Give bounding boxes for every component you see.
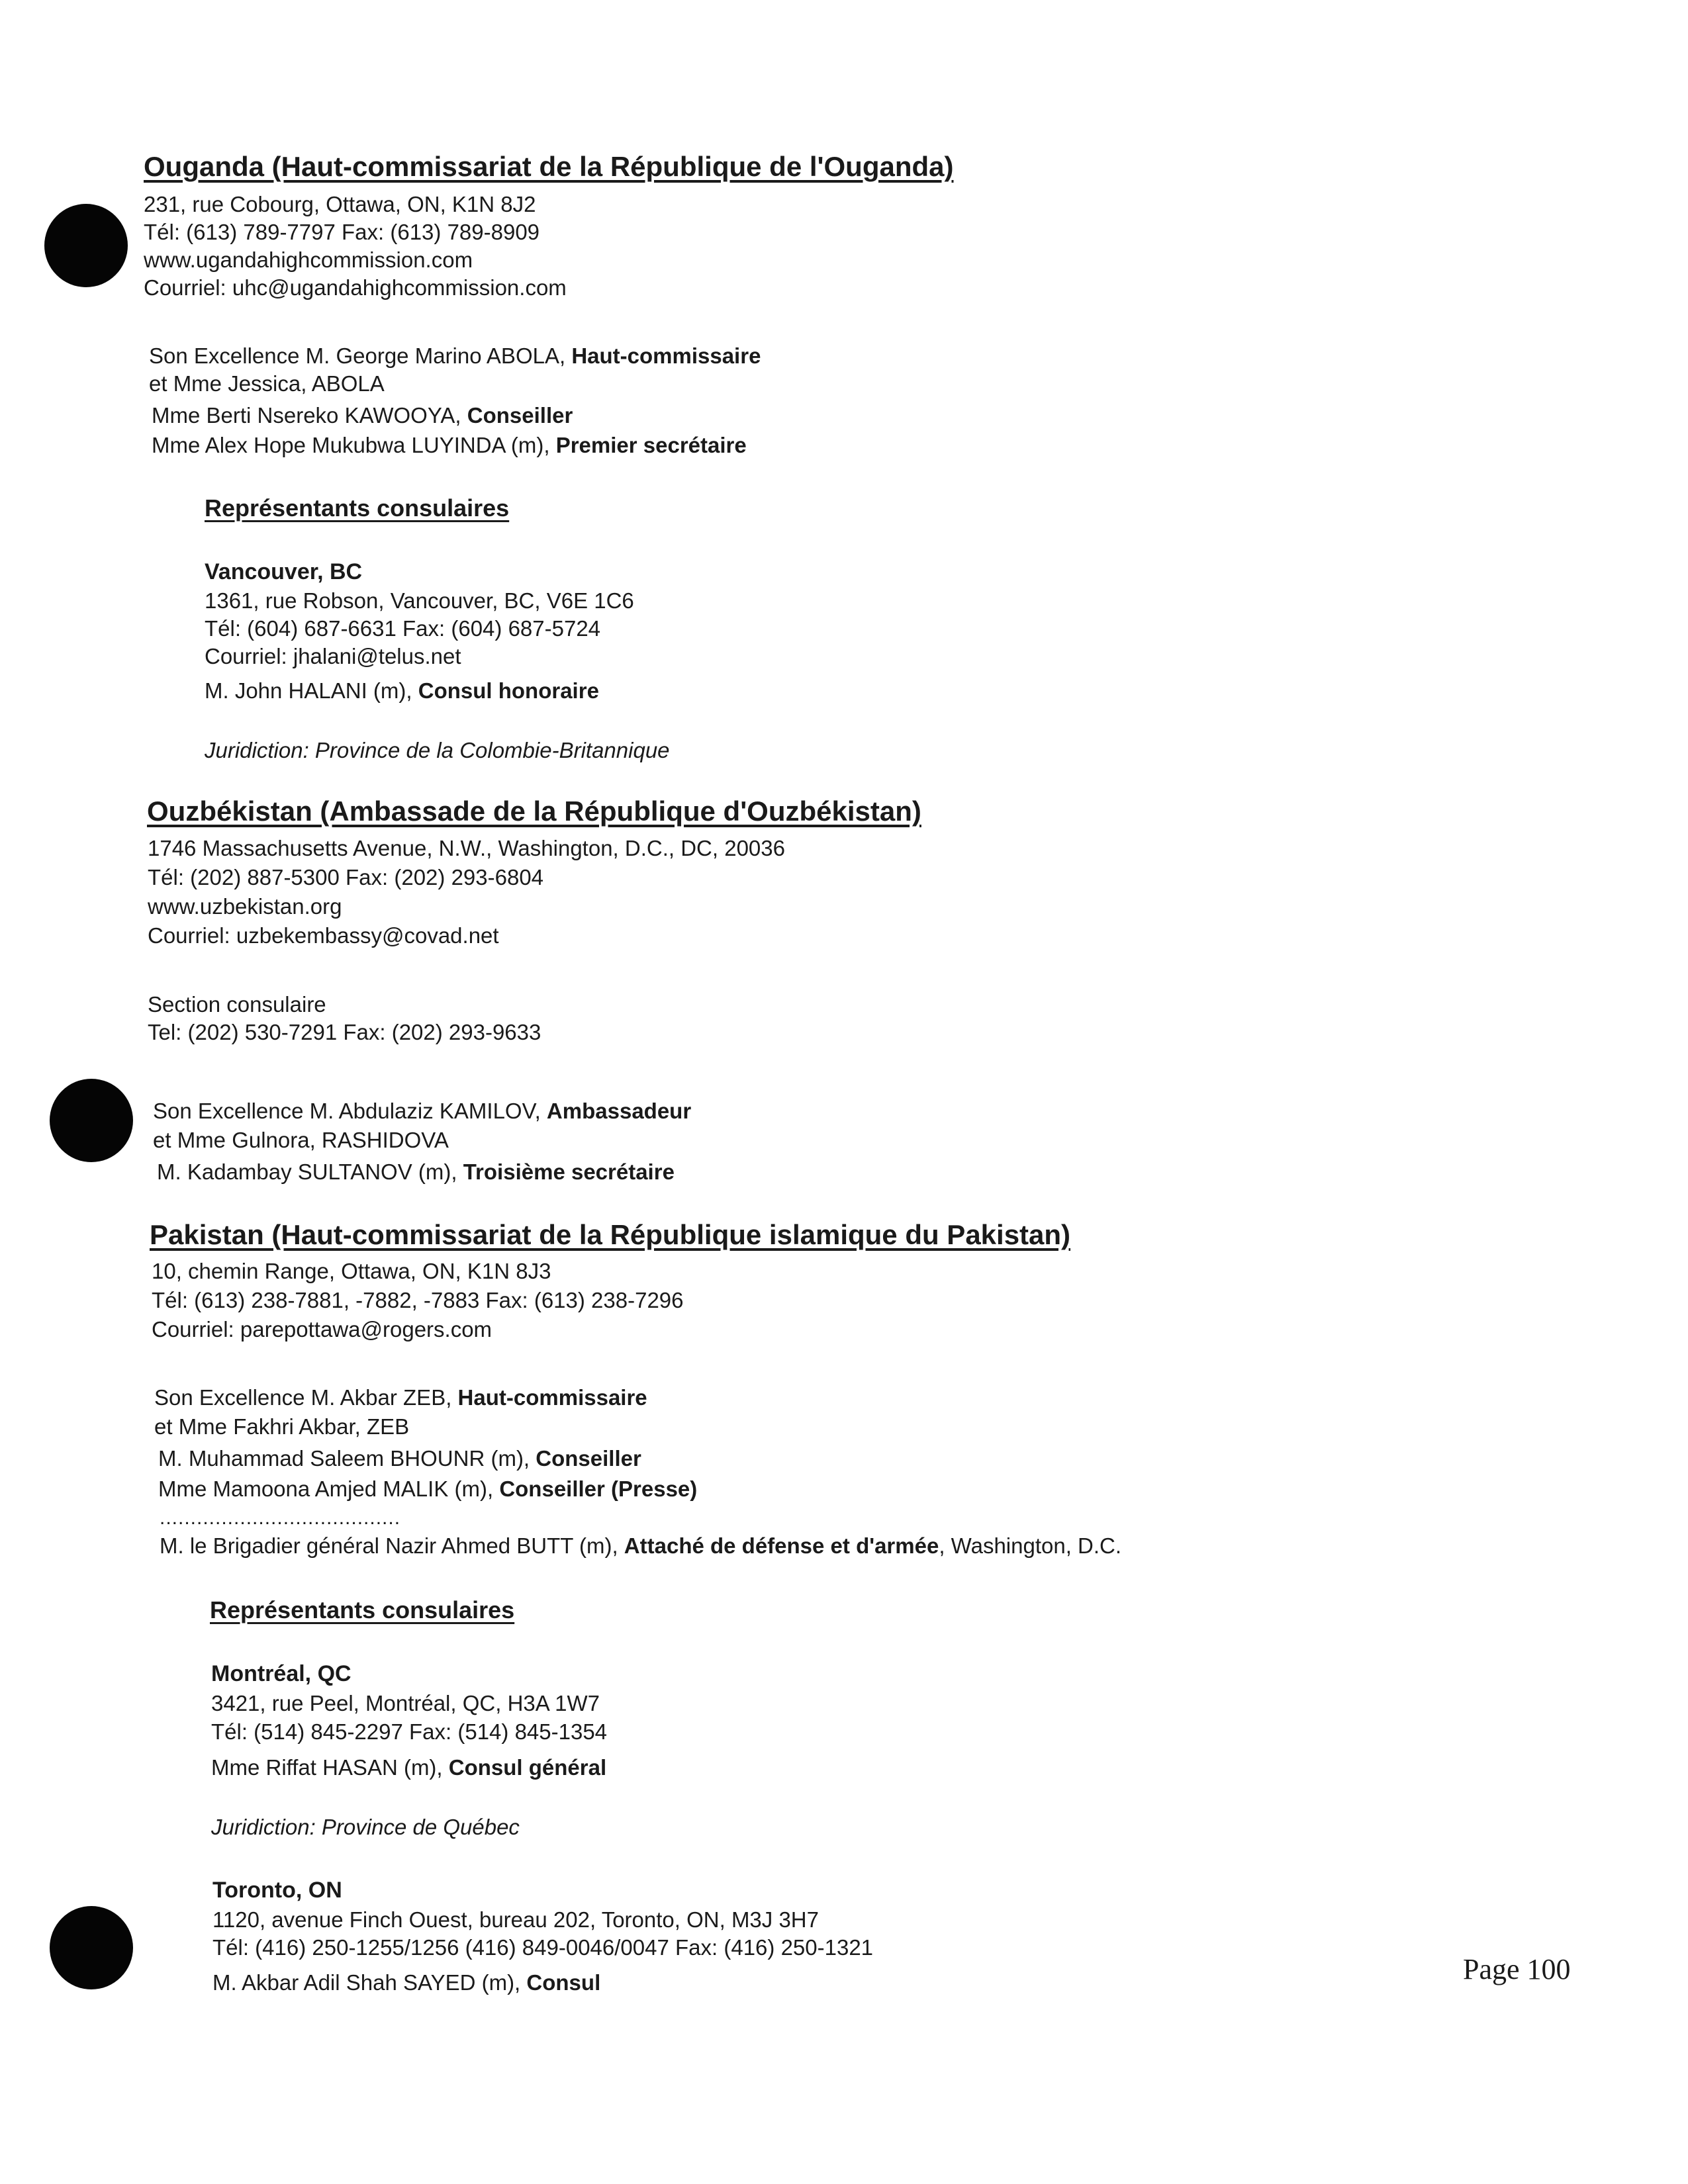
address: 231, rue Cobourg, Ottawa, ON, K1N 8J2 <box>144 192 536 216</box>
staff-name: Mme Mamoona Amjed MALIK (m), <box>158 1477 500 1501</box>
consular-heading: Représentants consulaires <box>205 494 510 522</box>
staff-line <box>149 342 761 370</box>
consulate-phone: Tél: (416) 250-1255/1256 (416) 849-0046/0047 Fax: (416) 250-1321 <box>212 1935 874 1960</box>
consulate-city: Toronto, ON <box>212 1878 342 1903</box>
person-name: M. le Brigadier général Nazir Ahmed BUTT (m), <box>160 1533 624 1558</box>
staff-line <box>149 370 385 398</box>
country-heading-uganda: Ouganda (Haut-commissariat de la République de l'Ouganda) <box>144 151 954 182</box>
staff-line <box>154 1413 409 1441</box>
consulate-person <box>211 1754 606 1782</box>
defense-attache-line <box>160 1532 1121 1560</box>
consulate-phone: Tél: (514) 845-2297 Fax: (514) 845-1354 <box>211 1719 608 1744</box>
consulate-city: Vancouver, BC <box>205 559 363 584</box>
consulate-address: 1120, avenue Finch Ouest, bureau 202, Toronto, ON, M3J 3H7 <box>212 1907 819 1932</box>
staff-line <box>152 432 747 459</box>
consulate-address: 3421, rue Peel, Montréal, QC, H3A 1W7 <box>211 1691 600 1715</box>
punch-hole-middle <box>50 1079 133 1162</box>
dotted-separator: ....................................... <box>160 1507 401 1529</box>
staff-title: Troisième secrétaire <box>463 1160 675 1184</box>
consulate-email[interactable]: Courriel: jhalani@telus.net <box>205 644 461 668</box>
address: 10, chemin Range, Ottawa, ON, K1N 8J3 <box>152 1259 551 1283</box>
person-title: Consul <box>526 1970 601 1995</box>
staff-title: Premier secrétaire <box>555 433 747 457</box>
jurisdiction: Juridiction: Province de la Colombie-Britannique <box>205 738 670 762</box>
staff-name: Son Excellence M. Abdulaziz KAMILOV, <box>153 1099 547 1123</box>
person-name: M. John HALANI (m), <box>205 678 418 703</box>
country-heading-uzbekistan: Ouzbékistan (Ambassade de la République d'Ouzbékistan) <box>147 796 921 827</box>
section-consulaire-phone: Tel: (202) 530-7291 Fax: (202) 293-9633 <box>148 1020 541 1044</box>
staff-line <box>157 1158 675 1186</box>
staff-title: Conseiller (Presse) <box>499 1477 698 1501</box>
person-title: Attaché de défense et d'armée <box>624 1533 939 1558</box>
phone-fax: Tél: (202) 887-5300 Fax: (202) 293-6804 <box>148 865 544 889</box>
country-heading-pakistan: Pakistan (Haut-commissariat de la République islamique du Pakistan) <box>150 1219 1071 1250</box>
punch-hole-bottom <box>50 1906 133 1989</box>
consulate-phone: Tél: (604) 687-6631 Fax: (604) 687-5724 <box>205 616 601 641</box>
website-link[interactable]: www.ugandahighcommission.com <box>144 248 473 272</box>
staff-name: Son Excellence M. Akbar ZEB, <box>154 1385 458 1410</box>
person-name: M. Akbar Adil Shah SAYED (m), <box>212 1970 527 1995</box>
person-name: Mme Riffat HASAN (m), <box>211 1755 449 1780</box>
phone-fax: Tél: (613) 238-7881, -7882, -7883 Fax: (613) 238-7296 <box>152 1288 684 1312</box>
jurisdiction: Juridiction: Province de Québec <box>211 1815 520 1839</box>
staff-name: M. Kadambay SULTANOV (m), <box>157 1160 463 1184</box>
consulate-address: 1361, rue Robson, Vancouver, BC, V6E 1C6 <box>205 588 634 613</box>
staff-name: et Mme Fakhri Akbar, ZEB <box>154 1414 410 1439</box>
staff-title: Haut-commissaire <box>457 1385 647 1410</box>
consulate-city: Montréal, QC <box>211 1661 352 1686</box>
person-title: Consul honoraire <box>418 678 599 703</box>
email-link[interactable]: Courriel: uzbekembassy@covad.net <box>148 923 499 948</box>
staff-name: Son Excellence M. George Marino ABOLA, <box>149 343 572 368</box>
section-consulaire-label: Section consulaire <box>148 992 326 1017</box>
punch-hole-top <box>44 204 128 287</box>
staff-title: Conseiller <box>536 1446 641 1471</box>
staff-name: et Mme Gulnora, RASHIDOVA <box>153 1128 449 1152</box>
staff-line <box>153 1126 449 1154</box>
consulate-person <box>205 677 599 705</box>
staff-line <box>153 1097 691 1125</box>
staff-line <box>154 1384 647 1412</box>
consular-heading: Représentants consulaires <box>210 1596 515 1623</box>
staff-line <box>158 1445 641 1473</box>
phone-fax: Tél: (613) 789-7797 Fax: (613) 789-8909 <box>144 220 540 244</box>
staff-line <box>158 1475 697 1503</box>
staff-name: Mme Berti Nsereko KAWOOYA, <box>152 403 467 428</box>
staff-title: Haut-commissaire <box>571 343 761 368</box>
staff-name: M. Muhammad Saleem BHOUNR (m), <box>158 1446 536 1471</box>
person-title: Consul général <box>448 1755 607 1780</box>
consulate-person <box>212 1969 600 1997</box>
staff-name: Mme Alex Hope Mukubwa LUYINDA (m), <box>152 433 556 457</box>
staff-line <box>152 402 573 430</box>
email-link[interactable]: Courriel: uhc@ugandahighcommission.com <box>144 275 567 300</box>
location-suffix: , Washington, D.C. <box>939 1533 1122 1558</box>
website-link[interactable]: www.uzbekistan.org <box>148 894 342 919</box>
staff-name: et Mme Jessica, ABOLA <box>149 371 385 396</box>
staff-title: Conseiller <box>467 403 573 428</box>
page-number: Page 100 <box>1463 1953 1571 1985</box>
staff-title: Ambassadeur <box>546 1099 692 1123</box>
email-link[interactable]: Courriel: parepottawa@rogers.com <box>152 1317 492 1342</box>
address: 1746 Massachusetts Avenue, N.W., Washington, D.C., DC, 20036 <box>148 836 785 860</box>
